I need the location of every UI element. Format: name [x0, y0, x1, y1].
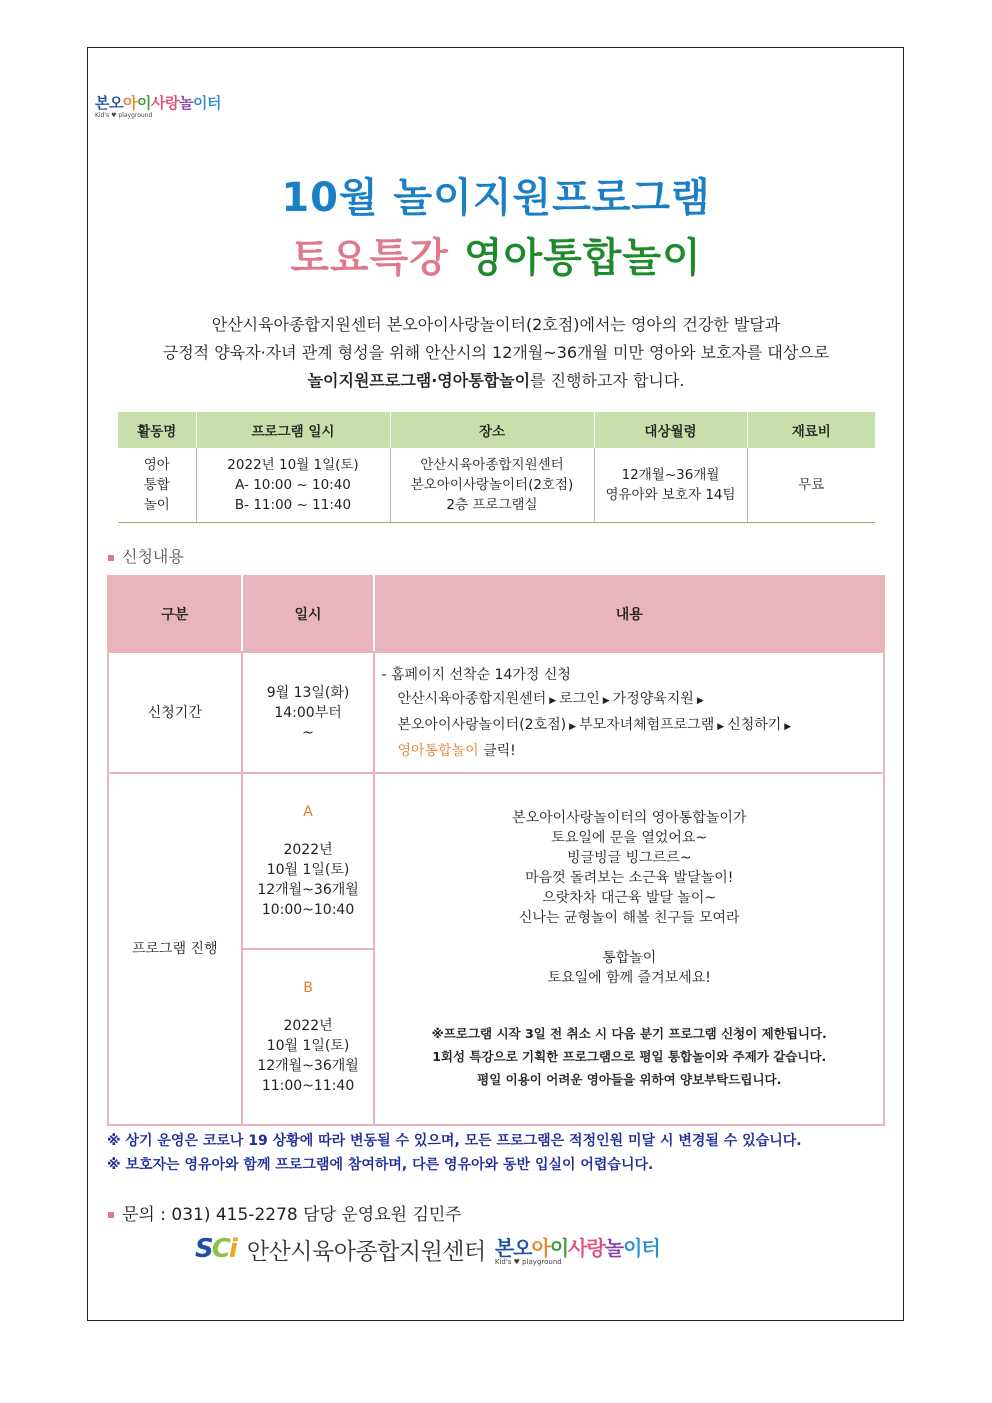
cell-fee: 무료	[747, 448, 875, 523]
path-step: 로그인	[559, 690, 600, 707]
path-step: 안산시육아종합지원센터	[397, 690, 547, 707]
header-place: 장소	[390, 412, 594, 448]
note-line: 평일 이용이 어려운 영아들을 위하여 양보부탁드립니다.	[477, 1071, 782, 1087]
apply-period-label: 신청기간	[108, 652, 242, 773]
cell-line: 12개월~36개월	[257, 1058, 359, 1074]
header-target-age: 대상월령	[594, 412, 747, 448]
cell-line: 본오아이사랑놀이터(2호점)	[410, 477, 574, 493]
cell-line: ~	[302, 724, 314, 741]
logo-char-i: 이	[136, 94, 151, 112]
content-line: 빙글빙글 빙그르르~	[567, 849, 692, 866]
apply-instructions	[374, 652, 884, 773]
intro-line: 긍정적 양육자·자녀 관계 형성을 위해 안산시의 12개월~36개월 미만 영아와 보호자를 대상으로	[162, 343, 830, 362]
footer-tagline: Kid's ♥ playground	[494, 1258, 562, 1266]
arrow-right-icon: ▶	[549, 695, 557, 706]
footer-brand	[495, 1232, 660, 1266]
logo-word-iteo: 이터	[192, 94, 221, 112]
apply-header-row	[108, 576, 884, 652]
program-description	[376, 808, 882, 988]
content-line: 통합놀이	[602, 949, 657, 966]
footer-brand-part: 이터	[623, 1236, 660, 1260]
content-line: 본오아이사랑놀이터의 영아통합놀이가	[512, 809, 747, 826]
logo-char-nol: 놀	[178, 94, 193, 112]
brand-logo	[95, 92, 221, 128]
cell-line: 12개월~36개월	[621, 467, 720, 483]
header-content: 내용	[374, 576, 884, 652]
intro-line-rest: 를 진행하고자 합니다.	[530, 371, 685, 390]
intro-line: 안산시육아종합지원센터 본오아이사랑놀이터(2호점)에서는 영아의 건강한 발달과	[211, 315, 781, 334]
warning-line: ※ 상기 운영은 코로나 19 상황에 따라 변동될 수 있으며, 모든 프로그램은 적정인원 미달 시 변경될 수 있습니다.	[107, 1133, 802, 1149]
program-a-tag: A	[303, 804, 313, 820]
program-label: 프로그램 진행	[108, 773, 242, 1125]
apply-period-row	[108, 652, 884, 773]
footer-brand-part: 이	[549, 1236, 569, 1260]
cell-line: 통합	[143, 477, 170, 493]
path-step: 부모자녀체험프로그램	[579, 716, 715, 733]
cell-line: 영아	[143, 457, 170, 473]
note-line: 1회성 특강으로 기획한 프로그램으로 평일 통합놀이와 주제가 같습니다.	[432, 1048, 827, 1064]
path-step: 신청하기	[727, 716, 782, 733]
apply-path-line	[381, 687, 882, 713]
arrow-right-icon: ▶	[696, 695, 704, 706]
cell-line: B- 11:00 ~ 11:40	[234, 497, 352, 513]
content-line: 신나는 균형놀이 해볼 친구들 모여라	[518, 909, 740, 926]
cell-line: 12개월~36개월	[257, 882, 359, 898]
program-a-date	[242, 773, 375, 949]
summary-table	[118, 412, 875, 523]
apply-path-line	[381, 739, 882, 763]
cell-line: 10:00~10:40	[261, 902, 355, 918]
cell-activity-name	[118, 448, 196, 523]
section-title: 신청내용	[122, 547, 184, 566]
apply-line: - 홈페이지 선착순 14가정 신청	[381, 666, 571, 683]
cell-line: 2022년	[283, 1018, 333, 1034]
path-step: 가정양육지원	[612, 690, 694, 707]
summary-header-row	[118, 412, 875, 448]
content-line: 토요일에 함께 즐겨보세요!	[547, 969, 711, 986]
intro-line	[100, 367, 892, 395]
footer-brand-part: 아	[531, 1236, 550, 1260]
arrow-right-icon: ▶	[569, 721, 577, 732]
cell-line: 2022년	[283, 842, 333, 858]
header-fee: 재료비	[747, 412, 875, 448]
bullet-icon	[108, 1212, 114, 1218]
contact-line	[108, 1200, 462, 1225]
cell-datetime	[196, 448, 390, 523]
header-activity: 활동명	[118, 412, 196, 448]
program-b-tag: B	[303, 980, 313, 996]
bullet-icon	[108, 555, 114, 561]
header-datetime: 프로그램 일시	[196, 412, 390, 448]
logo-word-bono: 본오	[95, 94, 123, 112]
cell-line: 안산시육아종합지원센터	[420, 457, 564, 473]
cell-place	[390, 448, 594, 523]
program-row-a	[108, 773, 884, 949]
content-line: 토요일에 문을 열었어요~	[551, 829, 708, 846]
subtitle-program: 영아통합놀이	[463, 235, 702, 281]
footer-center-name: 안산시육아종합지원센터	[246, 1238, 486, 1265]
page-subtitle	[0, 226, 992, 283]
program-notes	[376, 1022, 882, 1091]
footer-logo	[195, 1232, 660, 1278]
cell-line: 10월 1일(토)	[266, 862, 350, 878]
subtitle-saturday: 토요특강	[290, 235, 449, 281]
footer-brand-part: 사랑	[568, 1236, 605, 1260]
content-line: 마음껏 돌려보는 소근육 발달놀이!	[525, 869, 734, 886]
program-content	[374, 773, 884, 1125]
cell-target	[594, 448, 747, 523]
apply-table	[107, 575, 885, 1126]
cell-line: 11:00~11:40	[261, 1078, 355, 1094]
intro-paragraph	[100, 311, 892, 395]
path-step: 클릭!	[478, 742, 516, 759]
cell-line: 영유아와 보호자 14팀	[605, 487, 736, 503]
note-line: ※프로그램 시작 3일 전 취소 시 다음 분기 프로그램 신청이 제한됩니다.	[431, 1025, 827, 1041]
intro-highlight: 놀이지원프로그램·영아통합놀이	[307, 371, 531, 390]
header-date: 일시	[242, 576, 375, 652]
cell-line: 14:00부터	[274, 704, 342, 721]
logo-char-a: 아	[122, 94, 137, 112]
cell-line: 9월 13일(화)	[266, 684, 350, 701]
contact-text: 문의 : 031) 415-2278 담당 운영요원 김민주	[122, 1205, 462, 1225]
section-heading	[108, 544, 184, 567]
arrow-right-icon: ▶	[602, 695, 610, 706]
arrow-right-icon: ▶	[784, 721, 792, 732]
apply-path-line	[381, 713, 882, 739]
footer-brand-part: 놀	[604, 1236, 624, 1260]
path-step: 본오아이사랑놀이터(2호점)	[397, 716, 567, 733]
cell-line: 2022년 10월 1일(토)	[227, 457, 359, 473]
warning-line: ※ 보호자는 영유아와 함께 프로그램에 참여하며, 다른 영유아와 동반 입실이 어렵습니다.	[107, 1157, 654, 1173]
page-title: 10월 놀이지원프로그램	[281, 175, 711, 221]
content-line	[376, 928, 882, 948]
logo-tagline: Kid's ♥ playground	[95, 112, 153, 119]
path-highlight: 영아통합놀이	[397, 742, 479, 759]
arrow-right-icon: ▶	[717, 721, 725, 732]
summary-row	[118, 448, 875, 523]
program-b-date	[242, 949, 375, 1125]
footer-brand-part: 본오	[494, 1236, 532, 1260]
center-logo-icon: SCi	[195, 1234, 236, 1264]
apply-period-date	[242, 652, 375, 773]
cell-line: 놀이	[143, 497, 170, 513]
header-category: 구분	[108, 576, 242, 652]
cell-line: A- 10:00 ~ 10:40	[235, 477, 351, 493]
cell-line: 2층 프로그램실	[446, 497, 538, 513]
cell-line: 10월 1일(토)	[266, 1038, 350, 1054]
content-line: 으랏차차 대근육 발달 놀이~	[542, 889, 717, 906]
logo-word-sarang: 사랑	[150, 94, 179, 112]
